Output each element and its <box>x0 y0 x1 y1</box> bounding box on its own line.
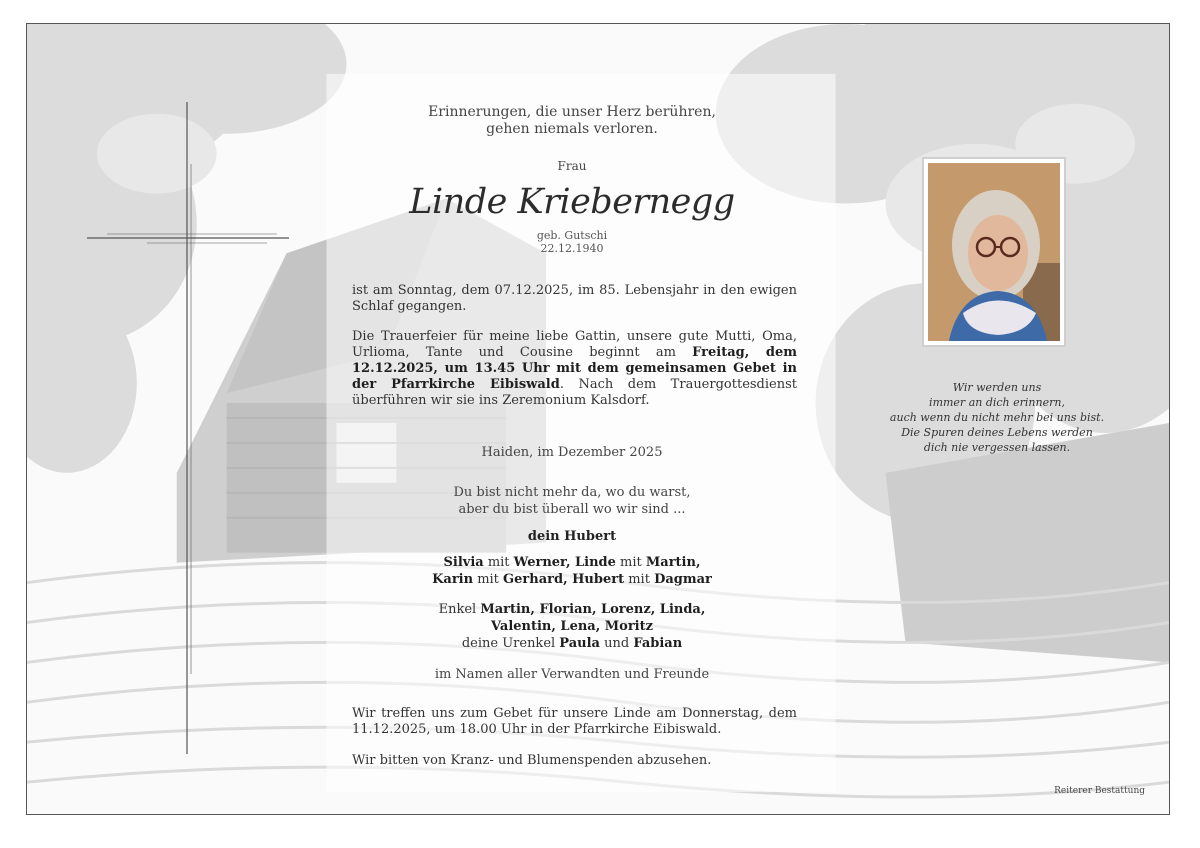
great-grandchild-name: Paula <box>559 636 600 651</box>
great-grandchildren-label: deine Urenkel <box>461 636 560 651</box>
family-connector: mit <box>624 572 655 587</box>
family-line-1 <box>367 554 777 571</box>
family-name: Werner, Linde <box>513 555 616 570</box>
quote-line: dich nie vergessen lassen. <box>923 441 1071 454</box>
family-list <box>367 554 777 588</box>
portrait-image <box>928 163 1060 341</box>
verse-line: aber du bist überall wo wir sind ... <box>458 502 686 517</box>
grandchildren-names: Martin, Florian, Lorenz, Linda, <box>480 602 706 617</box>
family-name: Karin <box>432 572 474 587</box>
death-notice: ist am Sonntag, dem 07.12.2025, im 85. Lebensjahr in den ewigen Schlaf gegangen. <box>352 283 797 314</box>
intro-line: Erinnerungen, die unser Herz berühren, <box>428 104 716 120</box>
prayer-info: Wir treffen uns zum Gebet für unsere Linde am Donnerstag, dem 11.12.2025, um 18.00 Uhr in der Pfarrkirche Eibiswald. <box>352 706 797 737</box>
salutation: Frau <box>557 159 587 173</box>
funeral-details <box>352 329 797 409</box>
grandchildren-label: Enkel <box>438 602 481 617</box>
family-connector: mit <box>483 555 514 570</box>
portrait-photo <box>922 157 1066 347</box>
husband: dein Hubert <box>527 529 617 544</box>
intro-line: gehen niemals verloren. <box>486 121 658 137</box>
deceased-name: Linde Kriebernegg <box>409 182 735 222</box>
farewell-verse <box>387 484 757 518</box>
funeral-text-2: . Nach dem Trauergottesdienst überführen wir sie ins Zeremonium Kalsdorf. <box>352 377 797 408</box>
quote-line: immer an dich erinnern, <box>929 396 1065 409</box>
memorial-quote <box>867 380 1127 455</box>
grandchildren-line-2 <box>367 618 777 635</box>
funeral-home: Reiterer Bestattung <box>1054 786 1145 796</box>
funeral-date-location: Freitag, dem 12.12.2025, um 13.45 Uhr mit dem gemeinsamen Gebet in der Pfarrkirche Eibiswald <box>352 345 798 392</box>
family-name: Gerhard, Hubert <box>503 572 625 587</box>
quote-line: auch wenn du nicht mehr bei uns bist. <box>889 411 1105 424</box>
birth-name: geb. Gutschi <box>536 229 608 242</box>
great-grandchild-name: Fabian <box>633 636 683 651</box>
connector: und <box>599 636 634 651</box>
family-name: Dagmar <box>654 572 712 587</box>
family-connector: mit <box>473 572 504 587</box>
relatives-line: im Namen aller Verwandten und Freunde <box>434 667 710 682</box>
place-date: Haiden, im Dezember 2025 <box>481 445 663 460</box>
family-name: Martin, <box>645 555 701 570</box>
intro-verse <box>397 104 747 138</box>
family-connector: mit <box>615 555 646 570</box>
quote-line: Wir werden uns <box>952 381 1042 394</box>
grandchildren-line-1 <box>367 601 777 618</box>
flowers-request: Wir bitten von Kranz- und Blumenspenden abzusehen. <box>352 753 712 768</box>
grandchildren-list <box>367 601 777 652</box>
obituary-card <box>26 23 1170 815</box>
quote-line: Die Spuren deines Lebens werden <box>901 426 1093 439</box>
family-line-2 <box>367 571 777 588</box>
family-name: Silvia <box>443 555 484 570</box>
birth-info <box>497 229 647 255</box>
grandchildren-names: Valentin, Lena, Moritz <box>491 619 653 634</box>
great-grandchildren-line <box>367 635 777 652</box>
funeral-text: Die Trauerfeier für meine liebe Gattin, unsere gute Mutti, Oma, Urlioma, Tante und Cousine beginnt am <box>352 329 797 360</box>
birth-date: 22.12.1940 <box>540 242 604 255</box>
verse-line: Du bist nicht mehr da, wo du warst, <box>453 485 691 500</box>
